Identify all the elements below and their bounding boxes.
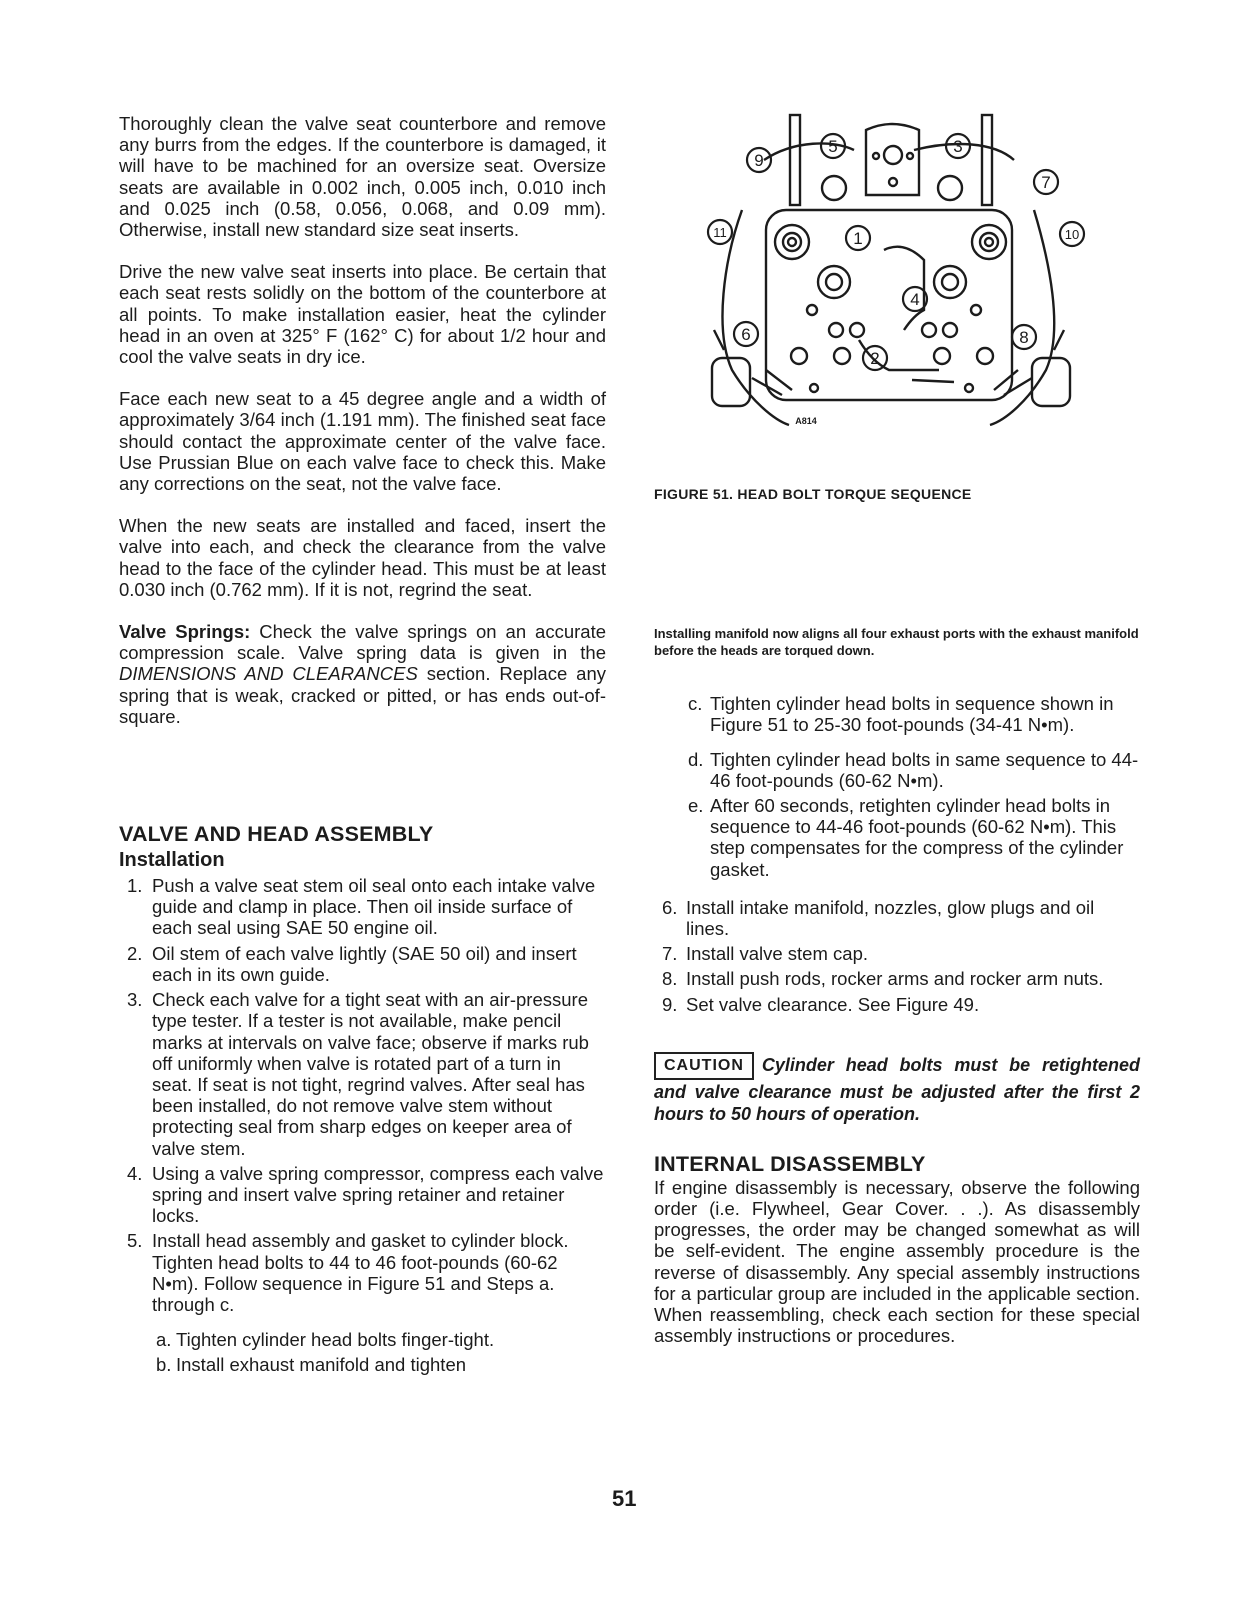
- substep-text: After 60 seconds, retighten cylinder head bolts in sequence to 44-46 foot-pounds (60-62 N•m). This step compensates for the compress of the cylinder gasket.: [710, 795, 1124, 880]
- step-number: 5.: [127, 1230, 143, 1252]
- step-text: Install valve stem cap.: [686, 943, 868, 965]
- bolt-number: 6: [741, 325, 751, 344]
- step-number: 8.: [662, 968, 678, 990]
- substep-letter: b.: [156, 1354, 172, 1376]
- step-text: Check each valve for a tight seat with an air-pressure type tester. If a tester is not available, make pencil marks at intervals on valve face; observe if marks rub off uniformly when valve is rotated part of a turn in seat. If seat is not tight, regrind valves. After seal has been installed, do not remove valve stem without protecting seal from sharp edges on keeper area of valve stem.: [152, 989, 589, 1159]
- substep-letter: a.: [156, 1329, 172, 1351]
- paragraph-valve-springs: [119, 621, 606, 727]
- figure-caption: FIGURE 51. HEAD BOLT TORQUE SEQUENCE: [654, 486, 972, 502]
- list-item: [119, 943, 606, 985]
- substep-text: Tighten cylinder head bolts finger-tight.: [176, 1329, 495, 1351]
- caution-text: Cylinder head bolts must be retightened and valve clearance must be adjusted after the first 2 hours to 50 hours of operation.: [654, 1054, 1140, 1124]
- list-item: [119, 989, 606, 1159]
- step-text: Set valve clearance. See Figure 49.: [686, 993, 980, 1015]
- list-item: [119, 1163, 606, 1227]
- step-number: 7.: [662, 943, 678, 965]
- list-item: [654, 693, 1140, 735]
- caution-note: [654, 1053, 1140, 1125]
- figure-id-label: A814: [795, 416, 817, 426]
- bolt-number: 8: [1019, 328, 1029, 347]
- substep-text: Tighten cylinder head bolts in same sequence to 44-46 foot-pounds (60-62 N•m).: [710, 748, 1139, 791]
- step-text: Install head assembly and gasket to cylinder block. Tighten head bolts to 44 to 46 foot-pounds (60-62 N•m). Follow sequence in Figure 51 and Steps a. through c.: [152, 1230, 569, 1315]
- installation-steps: [119, 875, 606, 1315]
- paragraph-counterbore: Thoroughly clean the valve seat counterbore and remove any burrs from the edges. If the counterbore is damaged, it will have to be machined for an oversize seat. Oversize seats are available in 0.002 inch, 0.005 inch, 0.010 inch and 0.025 inch (0.58, 0.056, 0.068, and 0.09 mm). Otherwise, install new standard size seat inserts.: [119, 113, 606, 241]
- figure-note: Installing manifold now aligns all four exhaust ports with the exhaust manifold before the heads are torqued down.: [654, 626, 1139, 659]
- page-number: 51: [612, 1486, 637, 1511]
- list-item: [119, 1230, 606, 1315]
- substep-letter: e.: [688, 795, 704, 817]
- step-text: Install intake manifold, nozzles, glow plugs and oil lines.: [686, 896, 1095, 940]
- list-item: [119, 1354, 606, 1375]
- paragraph-seat-inserts: Drive the new valve seat inserts into place. Be certain that each seat rests solidly on the bottom of the counterbore at all points. To make installation easier, heat the cylinder head in an oven at 325° F (162° C) for about 1/2 hour and cool the valve seats in dry ice.: [119, 261, 606, 368]
- valve-springs-text-1: Check the valve springs on an accurate compression scale. Valve spring data is given in the: [119, 621, 607, 664]
- bolt-number: 4: [910, 290, 920, 309]
- bolt-number: 10: [1064, 227, 1080, 242]
- paragraph-disassembly: If engine disassembly is necessary, observe the following order (i.e. Flywheel, Gear Cover. . .). As disassembly progresses, the order may be changed somewhat as will be self-evident. The engine assembly procedure is the reverse of disassembly. Any special assembly instructions for a particular group are included in the applicable section. When reassembling, check each section for these special assembly instructions or procedures.: [654, 1176, 1140, 1347]
- caution-badge: CAUTION: [654, 1052, 754, 1080]
- bolt-number: 3: [953, 137, 963, 156]
- list-item: [654, 994, 1140, 1015]
- step-text: Using a valve spring compressor, compress each valve spring and insert valve spring retainer and retainer locks.: [152, 1162, 604, 1227]
- list-item: [654, 795, 1140, 880]
- substep-text: Tighten cylinder head bolts in sequence shown in Figure 51 to 25-30 foot-pounds (34-41 N•m).: [710, 693, 1114, 736]
- step-text: Oil stem of each valve lightly (SAE 50 oil) and insert each in its own guide.: [152, 942, 577, 985]
- torque-substeps: [654, 693, 1140, 880]
- bolt-number: 1: [853, 229, 863, 248]
- substep-letter: c.: [688, 693, 703, 715]
- substep-letter: d.: [688, 748, 704, 770]
- installation-substeps: [119, 1329, 606, 1375]
- list-item: [119, 1329, 606, 1350]
- step-text: Install push rods, rocker arms and rocker arm nuts.: [686, 968, 1104, 990]
- bolt-number: 5: [828, 137, 838, 156]
- substep-text: Install exhaust manifold and tighten: [176, 1354, 467, 1376]
- section-title-valve-head-assembly: VALVE AND HEAD ASSEMBLY: [119, 822, 434, 847]
- figure-51: [654, 100, 1140, 430]
- valve-springs-reference: DIMENSIONS AND CLEARANCES: [119, 663, 418, 685]
- subsection-title-installation: Installation: [119, 849, 225, 872]
- bolt-number: 7: [1041, 173, 1051, 192]
- step-number: 6.: [662, 896, 678, 918]
- section-title-internal-disassembly: INTERNAL DISASSEMBLY: [654, 1151, 926, 1176]
- paragraph-clearance: When the new seats are installed and faced, insert the valve into each, and check the clearance from the valve head to the face of the cylinder head. This must be at least 0.030 inch (0.762 mm). If it is not, regrind the seat.: [119, 515, 606, 600]
- list-item: [654, 943, 1140, 964]
- bolt-number: 9: [754, 151, 764, 170]
- list-item: [654, 897, 1140, 939]
- step-number: 4.: [127, 1162, 143, 1184]
- bolt-number: 2: [870, 349, 880, 368]
- step-number: 3.: [127, 989, 143, 1011]
- step-number: 1.: [127, 875, 143, 897]
- assembly-steps: [654, 897, 1140, 1015]
- right-column: [654, 100, 1140, 1346]
- valve-springs-label: Valve Springs:: [119, 621, 251, 643]
- step-number: 2.: [127, 942, 143, 964]
- list-item: [654, 749, 1140, 791]
- paragraph-face-seat: Face each new seat to a 45 degree angle and a width of approximately 3/64 inch (1.191 mm). The finished seat face should contact the approximate center of the valve face. Use Prussian Blue on each valve face to check this. Make any corrections on the seat, not the valve face.: [119, 388, 606, 495]
- left-column: [119, 113, 606, 1380]
- step-text: Push a valve seat stem oil seal onto each intake valve guide and clamp in place. Then oil inside surface of each seal using SAE 50 engine oil.: [152, 875, 596, 939]
- bolt-number: 11: [713, 225, 727, 240]
- list-item: [654, 968, 1140, 989]
- list-item: [119, 875, 606, 939]
- head-bolt-diagram: [654, 100, 1140, 430]
- step-number: 9.: [662, 993, 678, 1015]
- valve-springs-text-2: section. Replace any spring that is weak, cracked or pitted, or has ends out-of-square.: [119, 663, 606, 727]
